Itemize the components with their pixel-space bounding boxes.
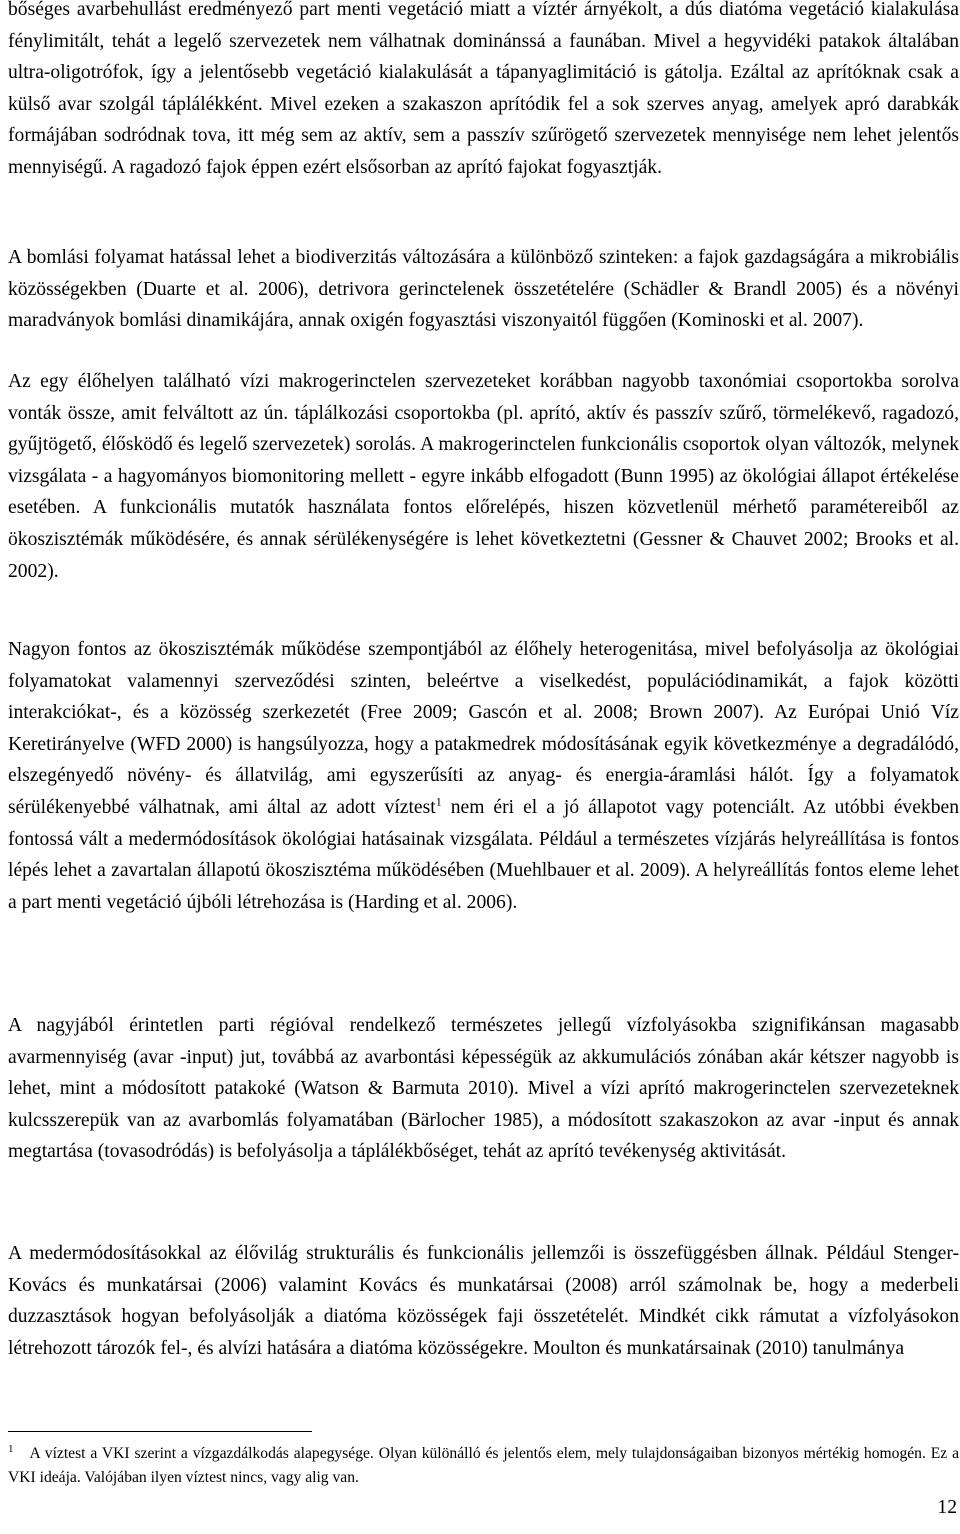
paragraph-4-part-1: Nagyon fontos az ökoszisztémák működése szempontjából az élőhely heterogenitása, mivel befolyásolja az ökológiai folyamatokat valamennyi szerveződési szinten, beleértve a viselkedést, populációdinamikát, a fajok közötti interakciókat-, és a közösség szerkezetét (Free 2009; Gascón et al. 2008; Brown 2007). Az Európai Unió Víz Keretirányelve (WFD 2000) is hangsúlyozza, hogy a patakmedrek módosításának egyik következménye a degradálódó, elszegényedő növény- és állatvilág, ami egyszerűsíti az anyag- és energia-áramlási hálót. Így a folyamatok sérülékenyebbé válhatnak, ami által az adott víztest xyxy=(8,639,959,818)
paragraph-6: A medermódosításokkal az élővilág strukturális és funkcionális jellemzői is összefüggésben állnak. Például Stenger-Kovács és munkatársai (2006) valamint Kovács és munkatársai (2008) arról számolnak be, hogy a mederbeli duzzasztások hogyan befolyásolják a diatóma közösségek faji összetételét. Mindkét cikk rámutat a vízfolyásokon létrehozott tározók fel-, és alvízi hatására a diatóma közösségekre. Moulton és munkatársainak (2010) tanulmánya xyxy=(8,1243,959,1359)
paragraph-1: bőséges avarbehullást eredményező part menti vegetáció miatt a víztér árnyékolt, a dús diatóma vegetáció kialakulása fénylimitált, tehát a legelő szervezetek nem válhatnak dominánssá a faunában. Mivel a hegyvidéki patakok általában ultra-oligotrófok, így a jelentősebb vegetáció kialakulását a tápanyaglimitáció is gátolja. Ezáltal az aprítóknak csak a külső avar szolgál táplálékként. Mivel ezeken a szakaszon aprítódik fel a sok szerves anyag, amelyek apró darabkák formájában sodródnak tova, itt még sem az aktív, sem a passzív szűrögető szervezetek mennyisége nem lehet jelentős mennyiségű. A ragadozó fajok éppen ezért elsősorban az aprító fajokat fogyasztják. xyxy=(8,0,959,178)
footnote-text: A víztest a VKI szerint a vízgazdálkodás alapegysége. Olyan különálló és jelentős elem, mely tulajdonságaiban bizonyos mértékig homogén. Ez a VKI ideája. Valójában ilyen víztest nincs, vagy alig van. xyxy=(8,1445,959,1486)
footnote-reference[interactable]: 1 xyxy=(435,794,442,809)
footnote xyxy=(8,1442,959,1490)
paragraph-2: A bomlási folyamat hatással lehet a biodiverzitás változására a különböző szinteken: a fajok gazdagságára a mikrobiális közösségekben (Duarte et al. 2006), detrivora gerinctelenek összetételére (Schädler & Brandl 2005) és a növényi maradványok bomlási dinamikájára, annak oxigén fogyasztási viszonyaitól függően (Kominoski et al. 2007). xyxy=(8,247,959,332)
footnote-divider xyxy=(8,1431,312,1432)
paragraph-3: Az egy élőhelyen található vízi makrogerinctelen szervezeteket korábban nagyobb taxonómiai csoportokba sorolva vonták össze, amit felváltott az ún. táplálkozási csoportokba (pl. aprító, aktív és passzív szűrő, törmelékevő, ragadozó, gyűjtögető, élősködő és legelő szervezetek) sorolás. A makrogerinctelen funkcionális csoportok olyan változók, melynek vizsgálata - a hagyományos biomonitoring mellett - egyre inkább elfogadott (Bunn 1995) az ökológiai állapot értékelése esetében. A funkcionális mutatók használata fontos előrelépés, hiszen közvetlenül mérhető paramétereiből az ökoszisztémák működésére, és annak sérülékenységére is lehet következtetni (Gessner & Chauvet 2002; Brooks et al. 2002). xyxy=(8,371,959,582)
footnote-mark: 1 xyxy=(8,1442,14,1455)
paragraph-5: A nagyjából érintetlen parti régióval rendelkező természetes jellegű vízfolyásokba szignifikánsan magasabb avarmennyiség (avar -input) jut, továbbá az avarbontási képességük az akkumulációs zónában akár kétszer nagyobb is lehet, mint a módosított patakoké (Watson & Barmuta 2010). Mivel a vízi aprító makrogerinctelen szervezeteknek kulcsszerepük van az avarbomlás folyamatában (Bärlocher 1985), a módosított szakaszokon az avar -input és annak megtartása (tovasodródás) is befolyásolja a táplálékbőséget, tehát az aprító tevékenység aktivitását. xyxy=(8,1015,959,1163)
page-number: 12 xyxy=(937,1497,957,1518)
paragraph-4-part-2: nem éri el a jó állapotot vagy potenciált. Az utóbbi években fontossá vált a medermódosítások ökológiai hatásainak vizsgálata. Például a természetes vízjárás helyreállítása is fontos lépés lehet a zavartalan állapotú ökoszisztéma működésében (Muehlbauer et al. 2009). A helyreállítás fontos eleme lehet a part menti vegetáció újbóli létrehozása is (Harding et al. 2006). xyxy=(8,796,960,913)
paragraph-4 xyxy=(8,634,959,918)
